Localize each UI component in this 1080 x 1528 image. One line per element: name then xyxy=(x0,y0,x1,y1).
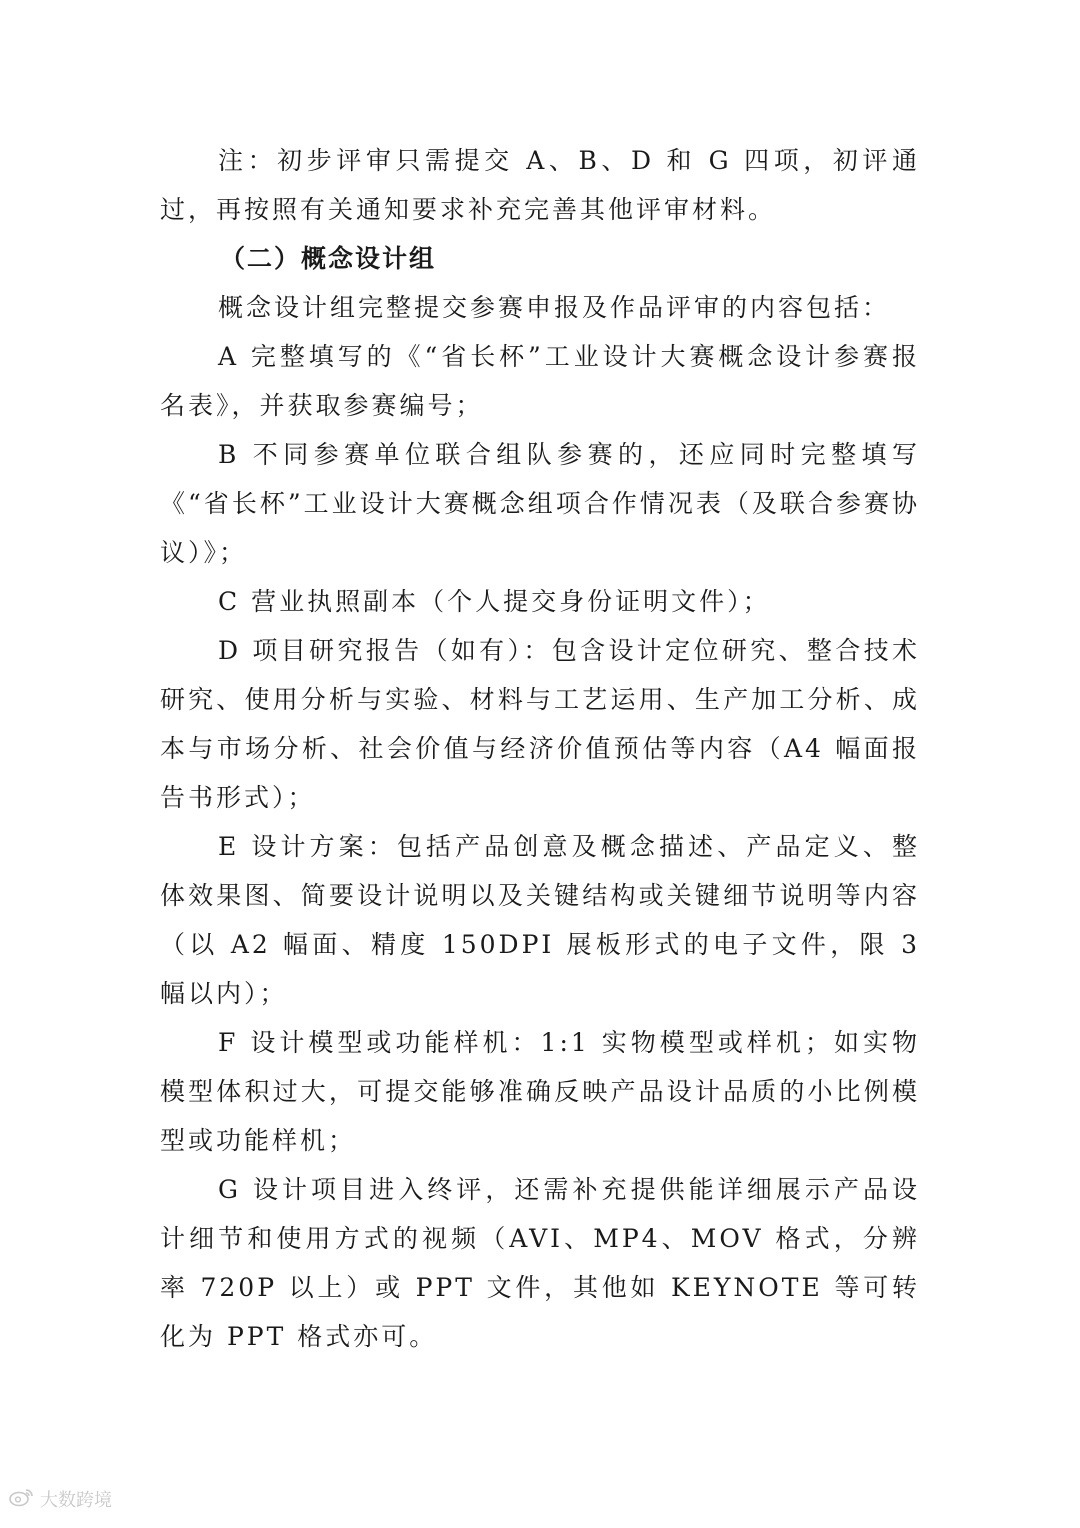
item-f-paragraph: F 设计模型或功能样机：1:1 实物模型或样机；如实物模型体积过大，可提交能够准确反映产品设计品质的小比例模型或功能样机； xyxy=(160,1028,920,1155)
watermark xyxy=(8,1486,112,1512)
item-b-paragraph: B 不同参赛单位联合组队参赛的，还应同时完整填写《“省长杯”工业设计大赛概念组项合作情况表（及联合参赛协议）》； xyxy=(160,440,920,567)
section-heading: （二）概念设计组 xyxy=(220,244,437,273)
item-a-paragraph: A 完整填写的《“省长杯”工业设计大赛概念设计参赛报名表》，并获取参赛编号； xyxy=(160,342,920,420)
watermark-text: 大数跨境 xyxy=(40,1490,112,1511)
item-e-paragraph: E 设计方案：包括产品创意及概念描述、产品定义、整体效果图、简要设计说明以及关键结构或关键细节说明等内容（以 A2 幅面、精度 150DPI 展板形式的电子文件，限 3 幅以内）； xyxy=(160,832,920,1008)
item-c-paragraph: C 营业执照副本（个人提交身份证明文件）； xyxy=(218,587,771,616)
item-d-paragraph: D 项目研究报告（如有）：包含设计定位研究、整合技术研究、使用分析与实验、材料与工艺运用、生产加工分析、成本与市场分析、社会价值与经济价值预估等内容（A4 幅面报告书形式）； xyxy=(160,636,920,812)
note-paragraph: 注：初步评审只需提交 A、B、D 和 G 四项，初评通过，再按照有关通知要求补充完善其他评审材料。 xyxy=(160,146,920,224)
document-page xyxy=(160,136,920,1361)
intro-paragraph: 概念设计组完整提交参赛申报及作品评审的内容包括： xyxy=(218,293,891,322)
weibo-logo-icon xyxy=(8,1487,34,1512)
item-g-paragraph: G 设计项目进入终评，还需补充提供能详细展示产品设计细节和使用方式的视频（AVI、MP4、MOV 格式，分辨率 720P 以上）或 PPT 文件，其他如 KEYNOTE 等可转化为 PPT 格式亦可。 xyxy=(160,1175,920,1351)
